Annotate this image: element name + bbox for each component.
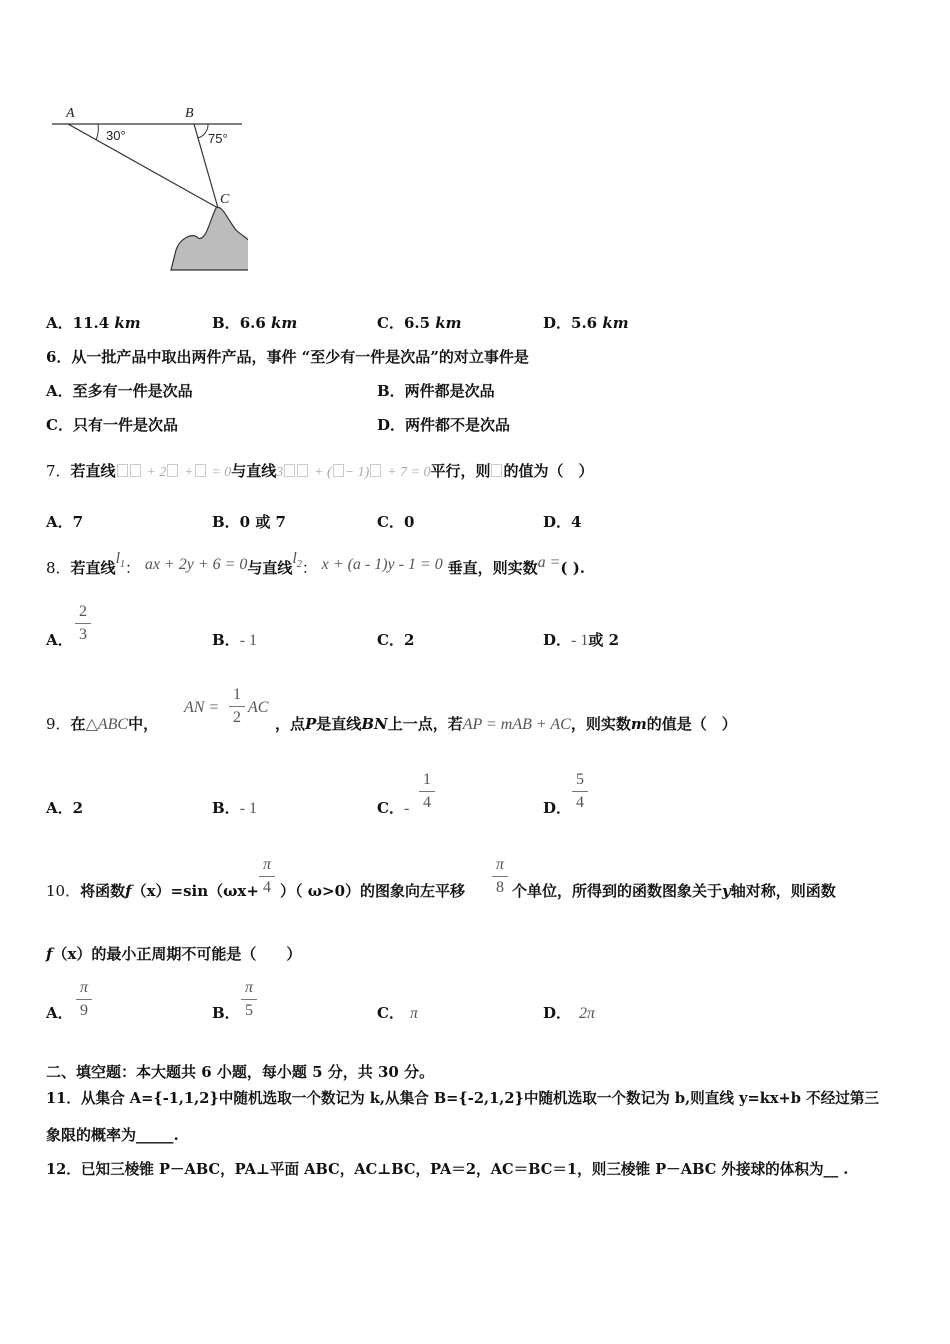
q10-stem-part3: 个单位，所得到的函数图象关于y轴对称，则函数 <box>512 882 836 900</box>
q9-an-fraction: 1 2 <box>228 686 246 727</box>
q9-option-a[interactable]: A．2 <box>46 799 84 817</box>
q10-shift-fraction: π 8 <box>491 856 509 897</box>
q10-option-a-label[interactable]: A． <box>46 1004 73 1022</box>
missing-glyph <box>284 464 295 477</box>
label-point-b: B <box>185 106 194 121</box>
q7-option-d[interactable]: D．4 <box>543 513 582 531</box>
q8-option-a-label[interactable]: A． <box>46 631 73 649</box>
section-title-fill-in: 二、填空题：本大题共 6 小题，每小题 5 分，共 30 分。 <box>46 1063 435 1081</box>
q9-an-label: AN = <box>184 699 220 716</box>
q10-stem-part2: ）（ ω>0）的图象向左平移 <box>280 882 466 900</box>
q10-option-b-fraction: π 5 <box>240 979 258 1020</box>
q10-option-c[interactable]: C． π <box>377 1004 418 1022</box>
q9-stem: 9．在△ABC中， <box>46 715 159 733</box>
mountain <box>171 207 248 270</box>
q6-option-a[interactable]: A．至多有一件是次品 <box>46 382 193 400</box>
q5-option-d[interactable]: D．5.6 km <box>543 314 629 332</box>
q7-option-b[interactable]: B．0 或 7 <box>212 513 286 531</box>
q8-stem: 8．若直线$l_1$： ax + 2y + 6 = 0与直线$l_2$： x + (a - 1)y - 1 = 0 垂直，则实数a =( ). <box>46 550 586 577</box>
q8-option-c[interactable]: C．2 <box>377 631 415 649</box>
label-angle-a: 30° <box>106 128 126 143</box>
geometry-figure <box>48 100 248 275</box>
q10-phase-fraction: π 4 <box>258 856 276 897</box>
q9-option-d-fraction: 5 4 <box>571 771 589 812</box>
q6-option-d[interactable]: D．两件都不是次品 <box>377 416 511 434</box>
missing-glyph <box>333 464 344 477</box>
missing-glyph <box>297 464 308 477</box>
q9-stem-rest: ，点P是直线BN上一点，若AP = mAB + AC，则实数m的值是（ ） <box>275 715 737 733</box>
q6-option-b[interactable]: B．两件都是次品 <box>377 382 495 400</box>
missing-glyph <box>491 464 502 477</box>
arc-angle-a <box>96 124 98 140</box>
q10-stem-line2: f（x）的最小正周期不可能是（ ） <box>46 945 302 963</box>
missing-glyph <box>167 464 178 477</box>
missing-glyph <box>117 464 128 477</box>
q8-option-b[interactable]: B．- 1 <box>212 631 258 649</box>
label-angle-b: 75° <box>208 131 228 146</box>
missing-glyph <box>130 464 141 477</box>
q5-option-c[interactable]: C．6.5 km <box>377 314 462 332</box>
missing-glyph <box>370 464 381 477</box>
label-point-c: C <box>220 192 230 207</box>
q9-option-b[interactable]: B．- 1 <box>212 799 258 817</box>
q8-option-a-fraction: 2 3 <box>74 603 92 644</box>
q7-stem: 7．若直线 + 2 + = 0与直线3 + ( − 1) + 7 = 0平行，则 的值为（ ） <box>46 462 594 480</box>
arc-angle-b <box>198 124 208 138</box>
q6-option-c[interactable]: C．只有一件是次品 <box>46 416 178 434</box>
q7-option-a[interactable]: A．7 <box>46 513 84 531</box>
q8-option-d[interactable]: D．- 1或 2 <box>543 631 620 649</box>
label-point-a: A <box>66 106 75 121</box>
q7-option-c[interactable]: C．0 <box>377 513 415 531</box>
q6-stem: 6．从一批产品中取出两件产品，事件 “至少有一件是次品”的对立事件是 <box>46 348 529 366</box>
q10-option-a-fraction: π 9 <box>75 979 93 1020</box>
missing-glyph <box>195 464 206 477</box>
q5-option-a[interactable]: A．11.4 km <box>46 314 141 332</box>
q9-option-c-fraction: 1 4 <box>418 771 436 812</box>
q9-option-d-label[interactable]: D． <box>543 799 572 817</box>
q9-ac: AC <box>248 699 269 716</box>
line-ac <box>68 124 218 208</box>
q11-line2: 象限的概率为_____. <box>46 1126 179 1144</box>
q10-option-b-label[interactable]: B． <box>212 1004 240 1022</box>
q9-option-c[interactable]: C．- <box>377 799 410 817</box>
q5-option-b[interactable]: B．6.6 km <box>212 314 298 332</box>
q12-line: 12．已知三棱锥 P－ABC，PA⊥平面 ABC，AC⊥BC，PA＝2，AC＝BC＝1，则三棱锥 P－ABC 外接球的体积为__ . <box>46 1161 849 1178</box>
q10-stem-part1: 10．将函数f（x）=sin（ωx+ <box>46 882 259 900</box>
q11-line1: 11．从集合 A={-1,1,2}中随机选取一个数记为 k,从集合 B={-2,1,2}中随机选取一个数记为 b,则直线 y=kx+b 不经过第三 <box>46 1090 880 1107</box>
q10-option-d[interactable]: D． 2π <box>543 1004 596 1022</box>
